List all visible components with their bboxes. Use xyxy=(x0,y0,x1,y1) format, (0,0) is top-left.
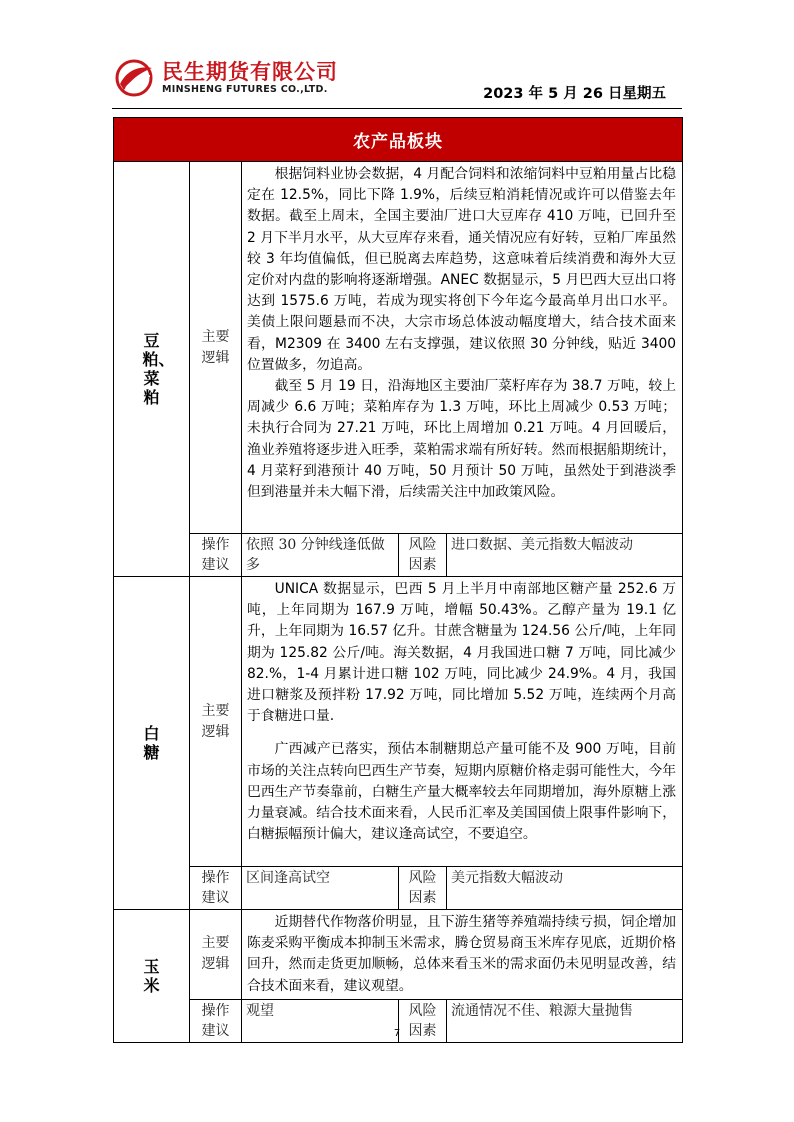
logic-label: 主要逻辑 xyxy=(190,910,242,1000)
risk-text: 美元指数大幅波动 xyxy=(447,867,683,910)
paragraph: 广西减产已落实，预估本制糖期总产量可能不及 900 万吨，目前市场的关注点转向巴西生产节奏，短期内原糖价格走弱可能性大，今年巴西生产节奏靠前，白糖生产量大概率较去年同期增加，海外原糖上涨力量衰减。结合技术面来看，人民币汇率及美国国债上限事件影响下，白糖振幅预计偏大，建议逢高试空，不要追空。 xyxy=(247,741,677,843)
category-soymeal xyxy=(114,162,190,577)
category-sugar xyxy=(114,577,190,910)
logic-text xyxy=(242,910,683,1000)
paragraph: UNICA 数据显示，巴西 5 月上半月中南部地区糖产量 252.6 万吨，上年同期为 167.9 万吨，增幅 50.43%。乙醇产量为 19.1 亿升，上年同期为 16.57 亿升。甘蔗含糖量为 124.56 公斤/吨，上年同期为 125.82 公斤/吨。海关数据，4 月我国进口糖 7 万吨，同比减少 82.%，1-4 月累计进口糖 102 万吨，同比减少 24.9%。4 月，我国进口糖浆及预拌粉 17.92 万吨，同比增加 5.52 万吨，连续两个月高于食糖进口量. xyxy=(247,581,677,725)
agri-table xyxy=(113,117,683,1043)
minsheng-logo-icon xyxy=(112,58,156,98)
category-label: 豆粕、菜粕 xyxy=(142,331,175,407)
header-rule xyxy=(112,108,682,109)
logo-english-name: MINSHENG FUTURES CO.,LTD. xyxy=(162,84,328,95)
logic-label: 主要逻辑 xyxy=(190,162,242,534)
advice-label: 操作建议 xyxy=(190,867,242,910)
company-logo xyxy=(112,54,372,102)
risk-text: 流通情况不佳、粮源大量抛售 xyxy=(447,999,683,1042)
logic-text xyxy=(242,162,683,534)
paragraph: 近期替代作物落价明显，且下游生猪等养殖端持续亏损，饲企增加陈麦采购平衡成本抑制玉米需求，腾仓贸易商玉米库存见底，近期价格回升，然而走货更加顺畅，总体来看玉米的需求面仍未见明显改善，结合技术面来看，建议观望。 xyxy=(247,914,677,994)
advice-text: 区间逢高试空 xyxy=(242,867,399,910)
paragraph: 根据饲料业协会数据，4 月配合饲料和浓缩饲料中豆粕用量占比稳定在 12.5%，同比下降 1.9%，后续豆粕消耗情况或许可以借鉴去年数据。截至上周末，全国主要油厂进口大豆库存 410 万吨，已回升至 2 月下半月水平，从大豆库存来看，通关情况应有好转，豆粕厂库虽然较 3 年均值偏低，但已脱离去库趋势，这意味着后续消费和海外大豆定价对内盘的影响将逐渐增强。ANEC 数据显示，5 月巴西大豆出口将达到 1575.6 万吨，若成为现实将创下今年迄今最高单月出口水平。美债上限问题悬而不决，大宗市场总体波动幅度增大，结合技术面来看，M2309 在 3400 左右支撑强，建议依照 30 分钟线，贴近 3400 位置做多，勿追高。 xyxy=(247,166,677,373)
category-label: 玉米 xyxy=(143,956,160,995)
report-date: 2023 年 5 月 26 日星期五 xyxy=(483,86,666,102)
logic-text xyxy=(242,577,683,867)
advice-label: 操作建议 xyxy=(190,999,242,1042)
advice-text: 观望 xyxy=(242,999,399,1042)
logic-label: 主要逻辑 xyxy=(190,577,242,867)
category-corn xyxy=(114,910,190,1043)
risk-label: 风险因素 xyxy=(399,999,447,1042)
page-number: 7 xyxy=(393,1028,401,1039)
advice-text: 依照 30 分钟线逢低做多 xyxy=(242,534,399,577)
category-label: 白糖 xyxy=(143,724,160,762)
risk-label: 风险因素 xyxy=(399,867,447,910)
risk-label: 风险因素 xyxy=(399,534,447,577)
section-title: 农产品板块 xyxy=(114,118,683,162)
risk-text: 进口数据、美元指数大幅波动 xyxy=(447,534,683,577)
paragraph: 截至 5 月 19 日，沿海地区主要油厂菜籽库存为 38.7 万吨，较上周减少 6.6 万吨；菜粕库存为 1.3 万吨，环比上周减少 0.53 万吨；未执行合同为 27.21 万吨，环比上周增加 0.21 万吨。4 月回暖后，渔业养殖将逐步进入旺季，菜粕需求端有所好转。然而根据船期统计，4 月菜籽到港预计 40 万吨，50 月预计 50 万吨，虽然处于到港淡季但到港量并未大幅下滑，后续需关注中加政策风险。 xyxy=(247,378,677,501)
advice-label: 操作建议 xyxy=(190,534,242,577)
logo-chinese-name: 民生期货有限公司 xyxy=(162,60,338,84)
